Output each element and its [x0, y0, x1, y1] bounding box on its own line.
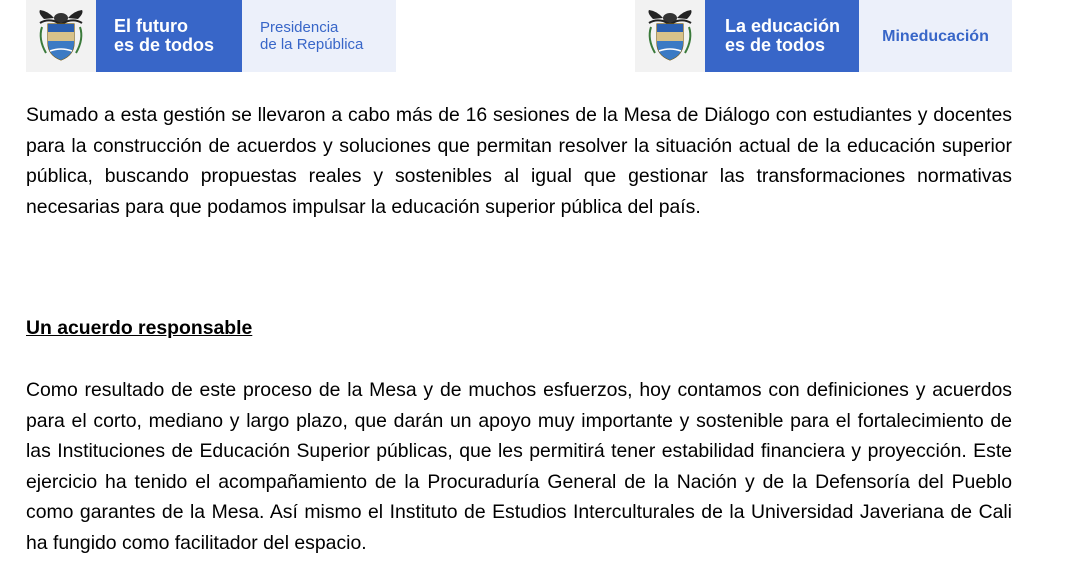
section-heading: Un acuerdo responsable	[26, 317, 253, 339]
entity-line-2: de la República	[260, 36, 364, 53]
entity-box	[242, 0, 396, 72]
colombia-coat-of-arms-icon	[36, 9, 86, 63]
slogan-line-1: El futuro	[114, 16, 188, 36]
entity-name: Mineducación	[882, 27, 989, 45]
entity-line-1: Presidencia	[260, 19, 339, 36]
slogan-line-2: es de todos	[725, 35, 826, 55]
colombia-coat-of-arms-icon	[645, 9, 695, 63]
slogan-box	[96, 0, 242, 72]
entity-box	[859, 0, 1012, 72]
slogan-box	[705, 0, 859, 72]
header-left-banner	[26, 0, 396, 72]
header-right-banner	[635, 0, 1012, 72]
body-paragraph-2: Como resultado de este proceso de la Mesa y de muchos esfuerzos, hoy contamos con definiciones y acuerdos para el corto, mediano y largo plazo, que darán un apoyo muy importante y sostenible para el fortalecimiento de las Instituciones de Educación Superior públicas, que les permitirá tener estabilidad financiera y proyección. Este ejercicio ha tenido el acompañamiento de la Procuraduría General de la Nación y de la Defensoría del Pueblo como garantes de la Mesa. Así mismo el Instituto de Estudios Interculturales de la Universidad Javeriana de Cali ha fungido como facilitador del espacio.	[26, 379, 1012, 554]
slogan-line-2: es de todos	[114, 35, 215, 55]
seal-container	[26, 0, 96, 72]
slogan-line-1: La educación	[725, 16, 841, 36]
seal-container	[635, 0, 705, 72]
body-paragraph-1: Sumado a esta gestión se llevaron a cabo más de 16 sesiones de la Mesa de Diálogo con estudiantes y docentes para la construcción de acuerdos y soluciones que permitan resolver la situación actual de la educación superior pública, buscando propuestas reales y sostenibles al igual que gestionar las transformaciones normativas necesarias para que podamos impulsar la educación superior pública del país.	[26, 104, 1012, 218]
